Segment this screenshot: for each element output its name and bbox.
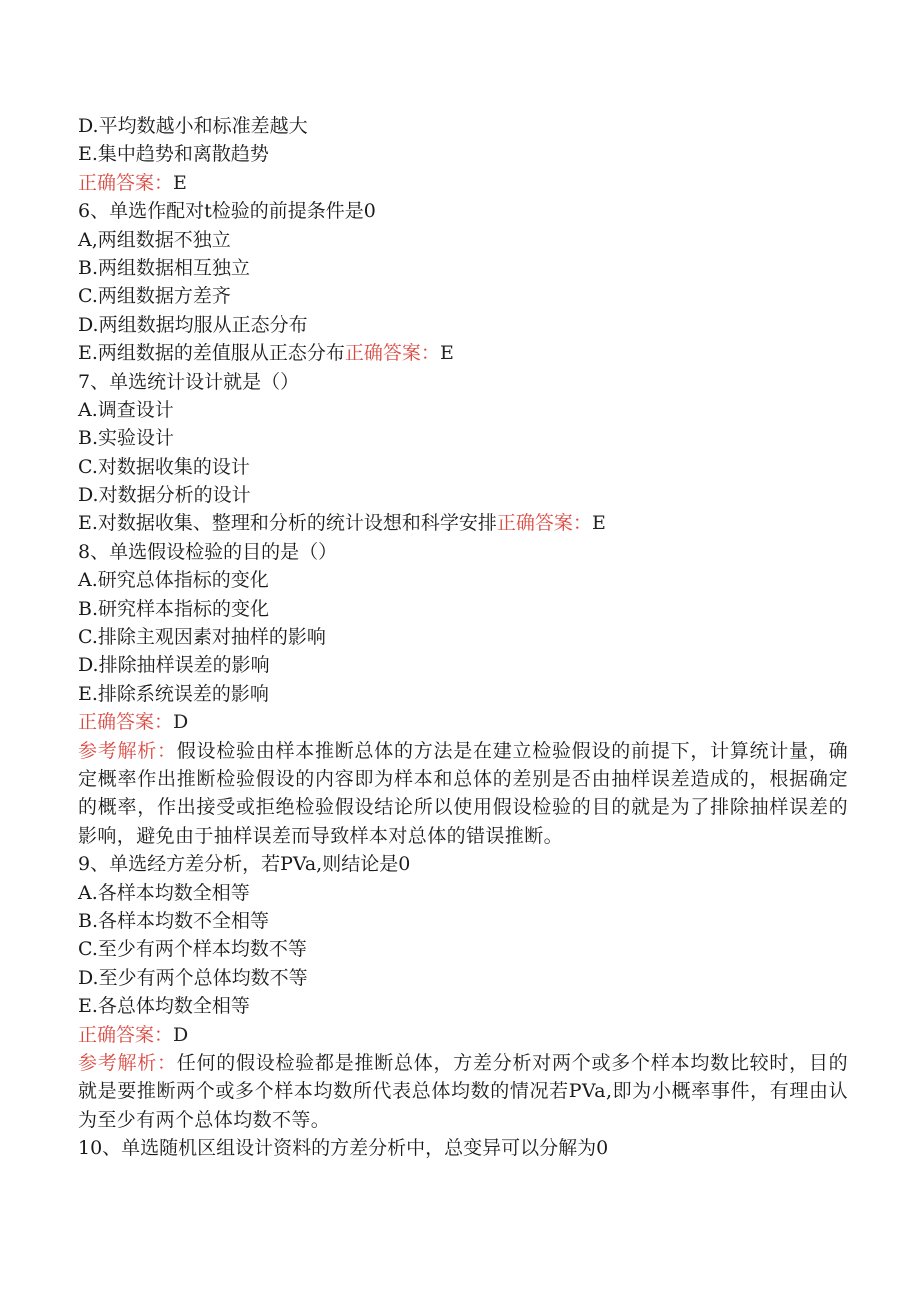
analysis-text: 任何的假设检验都是推断总体，方差分析对两个或多个样本均数比较时，目的就是要推断两个或多个样本均数所代表总体均数的情况若PVa,即为小概率事件，有理由认为至少有两个总体均数不等。 xyxy=(78,1051,848,1131)
option-text: E.两组数据的差值服从正态分布 xyxy=(78,342,345,365)
answer-value: E xyxy=(591,512,606,535)
answer-line xyxy=(78,708,848,736)
answer-label: 正确答案： xyxy=(344,342,440,365)
text-line: 8、单选假设检验的目的是（） xyxy=(78,540,338,563)
text-line: B.实验设计 xyxy=(78,427,175,450)
option-with-answer-line xyxy=(78,509,848,537)
answer-line xyxy=(78,1021,848,1049)
analysis-label: 参考解析： xyxy=(78,739,177,762)
option-with-answer-line xyxy=(78,339,848,367)
answer-label: 正确答案： xyxy=(78,1023,174,1046)
option-text: E.对数据收集、整理和分析的统计设想和科学安排 xyxy=(78,512,497,535)
text-line: E.集中趋势和离散趋势 xyxy=(78,143,269,166)
text-line: A,两组数据不独立 xyxy=(78,228,231,251)
document-page xyxy=(78,112,848,1163)
answer-label: 正确答案： xyxy=(78,711,174,734)
text-line: D.两组数据均服从正态分布 xyxy=(78,313,308,336)
answer-value: D xyxy=(173,1023,189,1046)
text-line: D.平均数越小和标准差越大 xyxy=(78,115,308,137)
text-line: B.两组数据相互独立 xyxy=(78,256,251,279)
analysis-paragraph xyxy=(78,737,848,851)
text-line: D.排除抽样误差的影响 xyxy=(78,654,270,677)
text-line: C.对数据收集的设计 xyxy=(78,455,250,478)
text-line: A.研究总体指标的变化 xyxy=(78,569,269,592)
text-line: E.排除系统误差的影响 xyxy=(78,682,269,705)
text-line: E.各总体均数全相等 xyxy=(78,995,250,1018)
answer-label: 正确答案： xyxy=(78,171,174,194)
text-line: C.至少有两个样本均数不等 xyxy=(78,938,307,961)
text-line: A.各样本均数全相等 xyxy=(78,881,250,904)
text-line: B.各样本均数不全相等 xyxy=(78,910,270,932)
answer-value: E xyxy=(439,342,454,365)
analysis-text: 假设检验由样本推断总体的方法是在建立检验假设的前提下，计算统计量，确定概率作出推断检验假设的内容即为样本和总体的差别是否由抽样误差造成的，根据确定的概率，作出接受或拒绝检验假设结论所以使用假设检验的目的就是为了排除抽样误差的影响，避免由于抽样误差而导致样本对总体的错误推断。 xyxy=(78,739,848,847)
text-line: 9、单选经方差分析，若PVa,则结论是0 xyxy=(78,853,411,876)
analysis-label: 参考解析： xyxy=(78,1051,177,1074)
text-line: C.两组数据方差齐 xyxy=(78,285,231,308)
answer-label: 正确答案： xyxy=(496,512,592,535)
text-line: 10、单选随机区组设计资料的方差分析中，总变异可以分解为0 xyxy=(78,1137,609,1160)
answer-value: D xyxy=(173,711,189,734)
answer-line xyxy=(78,169,848,197)
text-line: 7、单选统计设计就是（） xyxy=(78,370,300,393)
answer-value: E xyxy=(173,171,187,194)
text-line: D.至少有两个总体均数不等 xyxy=(78,966,308,989)
text-line: A.调查设计 xyxy=(78,398,174,421)
text-line: D.对数据分析的设计 xyxy=(78,484,251,507)
text-line: C.排除主观因素对抽样的影响 xyxy=(78,626,326,649)
text-line: 6、单选作配对t检验的前提条件是0 xyxy=(78,200,376,223)
text-line: B.研究样本指标的变化 xyxy=(78,597,270,620)
analysis-paragraph xyxy=(78,1049,848,1134)
